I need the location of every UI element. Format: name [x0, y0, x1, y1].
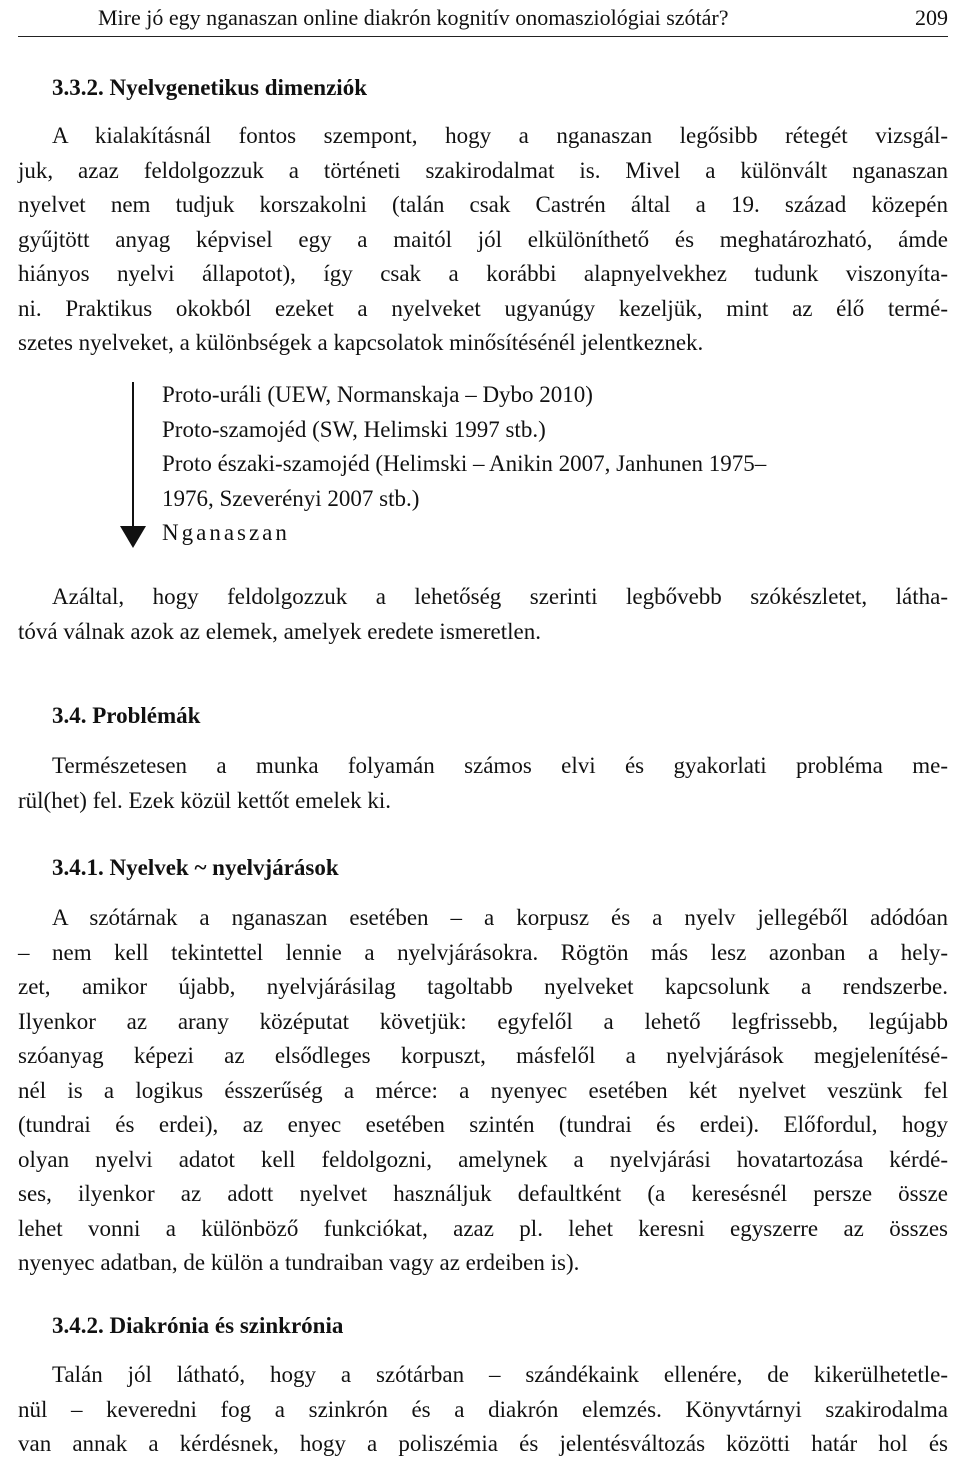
paragraph-line: olyan nyelvi adatot kell feldolgozni, amelynek a nyelvjárási hovatartozása kérdé- — [18, 1146, 948, 1172]
section-heading-3-4-1: 3.4.1. Nyelvek ~ nyelvjárások — [52, 855, 339, 880]
paragraph-line: lehet vonni a különböző funkciókat, azaz pl. lehet keresni egyszerre az összes — [18, 1215, 948, 1241]
paragraph-line: tóvá válnak azok az elemek, amelyek eredete ismeretlen. — [18, 618, 541, 644]
paragraph-line: zet, amikor újabb, nyelvjárásilag tagoltabb nyelveket kapcsolunk a rendszerbe. — [18, 974, 948, 999]
lineage-item-proto-north-samoyed-cont: 1976, Szeverényi 2007 stb.) — [162, 485, 420, 511]
paragraph-line: (tundrai és erdei), az enyec esetében szintén (tundrai és erdei). Előfordul, hogy — [18, 1112, 948, 1137]
paragraph-dialects — [18, 901, 948, 1281]
paragraph-line: ses, ilyenkor az adott nyelvet használjuk defaultként (a keresésnél persze össze — [18, 1181, 948, 1206]
running-title: Mire jó egy nganaszan online diakrón kognitív onomasziológiai szótár? — [98, 5, 729, 30]
paragraph-line: szetes nyelveket, a különbségek a kapcsolatok minősítésénél jelentkeznek. — [18, 330, 704, 355]
paragraph-line: gyűjtött anyag képvisel egy a maitól jól elkülöníthető és meghatározható, ámde — [18, 226, 948, 252]
section-heading-3-4: 3.4. Problémák — [52, 703, 201, 728]
lineage-list — [162, 378, 932, 551]
lineage-item-proto-uralic: Proto-uráli (UEW, Normanskaja – Dybo 2010) — [162, 382, 593, 407]
lineage-item-proto-north-samoyed: Proto északi-szamojéd (Helimski – Anikin 2007, Janhunen 1975– — [162, 451, 767, 476]
proto-language-lineage — [118, 378, 938, 550]
paragraph-line: Természetesen a munka folyamán számos elvi és gyakorlati probléma me- — [52, 753, 948, 778]
paragraph-line: Talán jól látható, hogy a szótárban – szándékaink ellenére, de kikerülhetetle- — [52, 1362, 948, 1387]
page-number: 209 — [915, 5, 948, 30]
paragraph-line: A kialakításnál fontos szempont, hogy a nganaszan legősibb rétegét vizsgál- — [52, 123, 948, 148]
paragraph-line: nél is a logikus ésszerűség a mérce: a nyenyec esetében két nyelvet veszünk fel — [18, 1077, 948, 1103]
paragraph-line: ni. Praktikus okokból ezeket a nyelveket ugyanúgy kezeljük, mint az élő termé- — [18, 295, 948, 321]
paragraph-problems — [18, 749, 948, 818]
section-heading-3-4-2: 3.4.2. Diakrónia és szinkrónia — [52, 1313, 344, 1338]
paragraph-line: Azáltal, hogy feldolgozzuk a lehetőség szerinti legbővebb szókészletet, látha- — [52, 584, 948, 609]
lineage-item-nganasan: Nganaszan — [162, 520, 290, 545]
section-heading-3-3-2: 3.3.2. Nyelvgenetikus dimenziók — [52, 75, 367, 100]
paragraph-line: – nem kell tekintettel lennie a nyelvjárásokra. Rögtön más lesz azonban a hely- — [18, 939, 948, 965]
paragraph-diachrony — [18, 1358, 948, 1462]
paragraph-line: van annak a kérdésnek, hogy a poliszémia és jelentésváltozás közötti határ hol és — [18, 1431, 948, 1456]
paragraph-line: rül(het) fel. Ezek közül kettőt emelek ki. — [18, 787, 391, 813]
down-arrow-icon — [118, 378, 148, 550]
paragraph-vocabulary — [18, 580, 948, 649]
paragraph-line: Ilyenkor az arany középutat követjük: egyfelől a lehető legfrissebb, legújabb — [18, 1008, 948, 1034]
paragraph-line: juk, azaz feldolgozzuk a történeti szakirodalmat is. Mivel a különvált nganaszan — [18, 157, 948, 183]
paragraph-line: nül – keveredni fog a szinkrón és a diakrón elemzés. Könyvtárnyi szakirodalma — [18, 1396, 948, 1422]
paragraph-line: nyelvet nem tudjuk korszakolni (talán csak Castrén által a 19. század közepén — [18, 192, 948, 217]
paragraph-line: szóanyag képezi az elsődleges korpuszt, másfelől a nyelvjárások megjelenítésé- — [18, 1043, 948, 1068]
paragraph-line: A szótárnak a nganaszan esetében – a korpusz és a nyelv jellegéből adódóan — [52, 905, 948, 930]
paragraph-line: nyenyec adatban, de külön a tundraiban vagy az erdeiben is). — [18, 1250, 580, 1275]
paragraph-line: hiányos nyelvi állapotot), így csak a korábbi alapnyelvekhez tudunk viszonyíta- — [18, 261, 948, 286]
paragraph-language-genetics — [18, 119, 948, 361]
lineage-item-proto-samoyed: Proto-szamojéd (SW, Helimski 1997 stb.) — [162, 416, 546, 442]
running-header — [18, 0, 948, 37]
